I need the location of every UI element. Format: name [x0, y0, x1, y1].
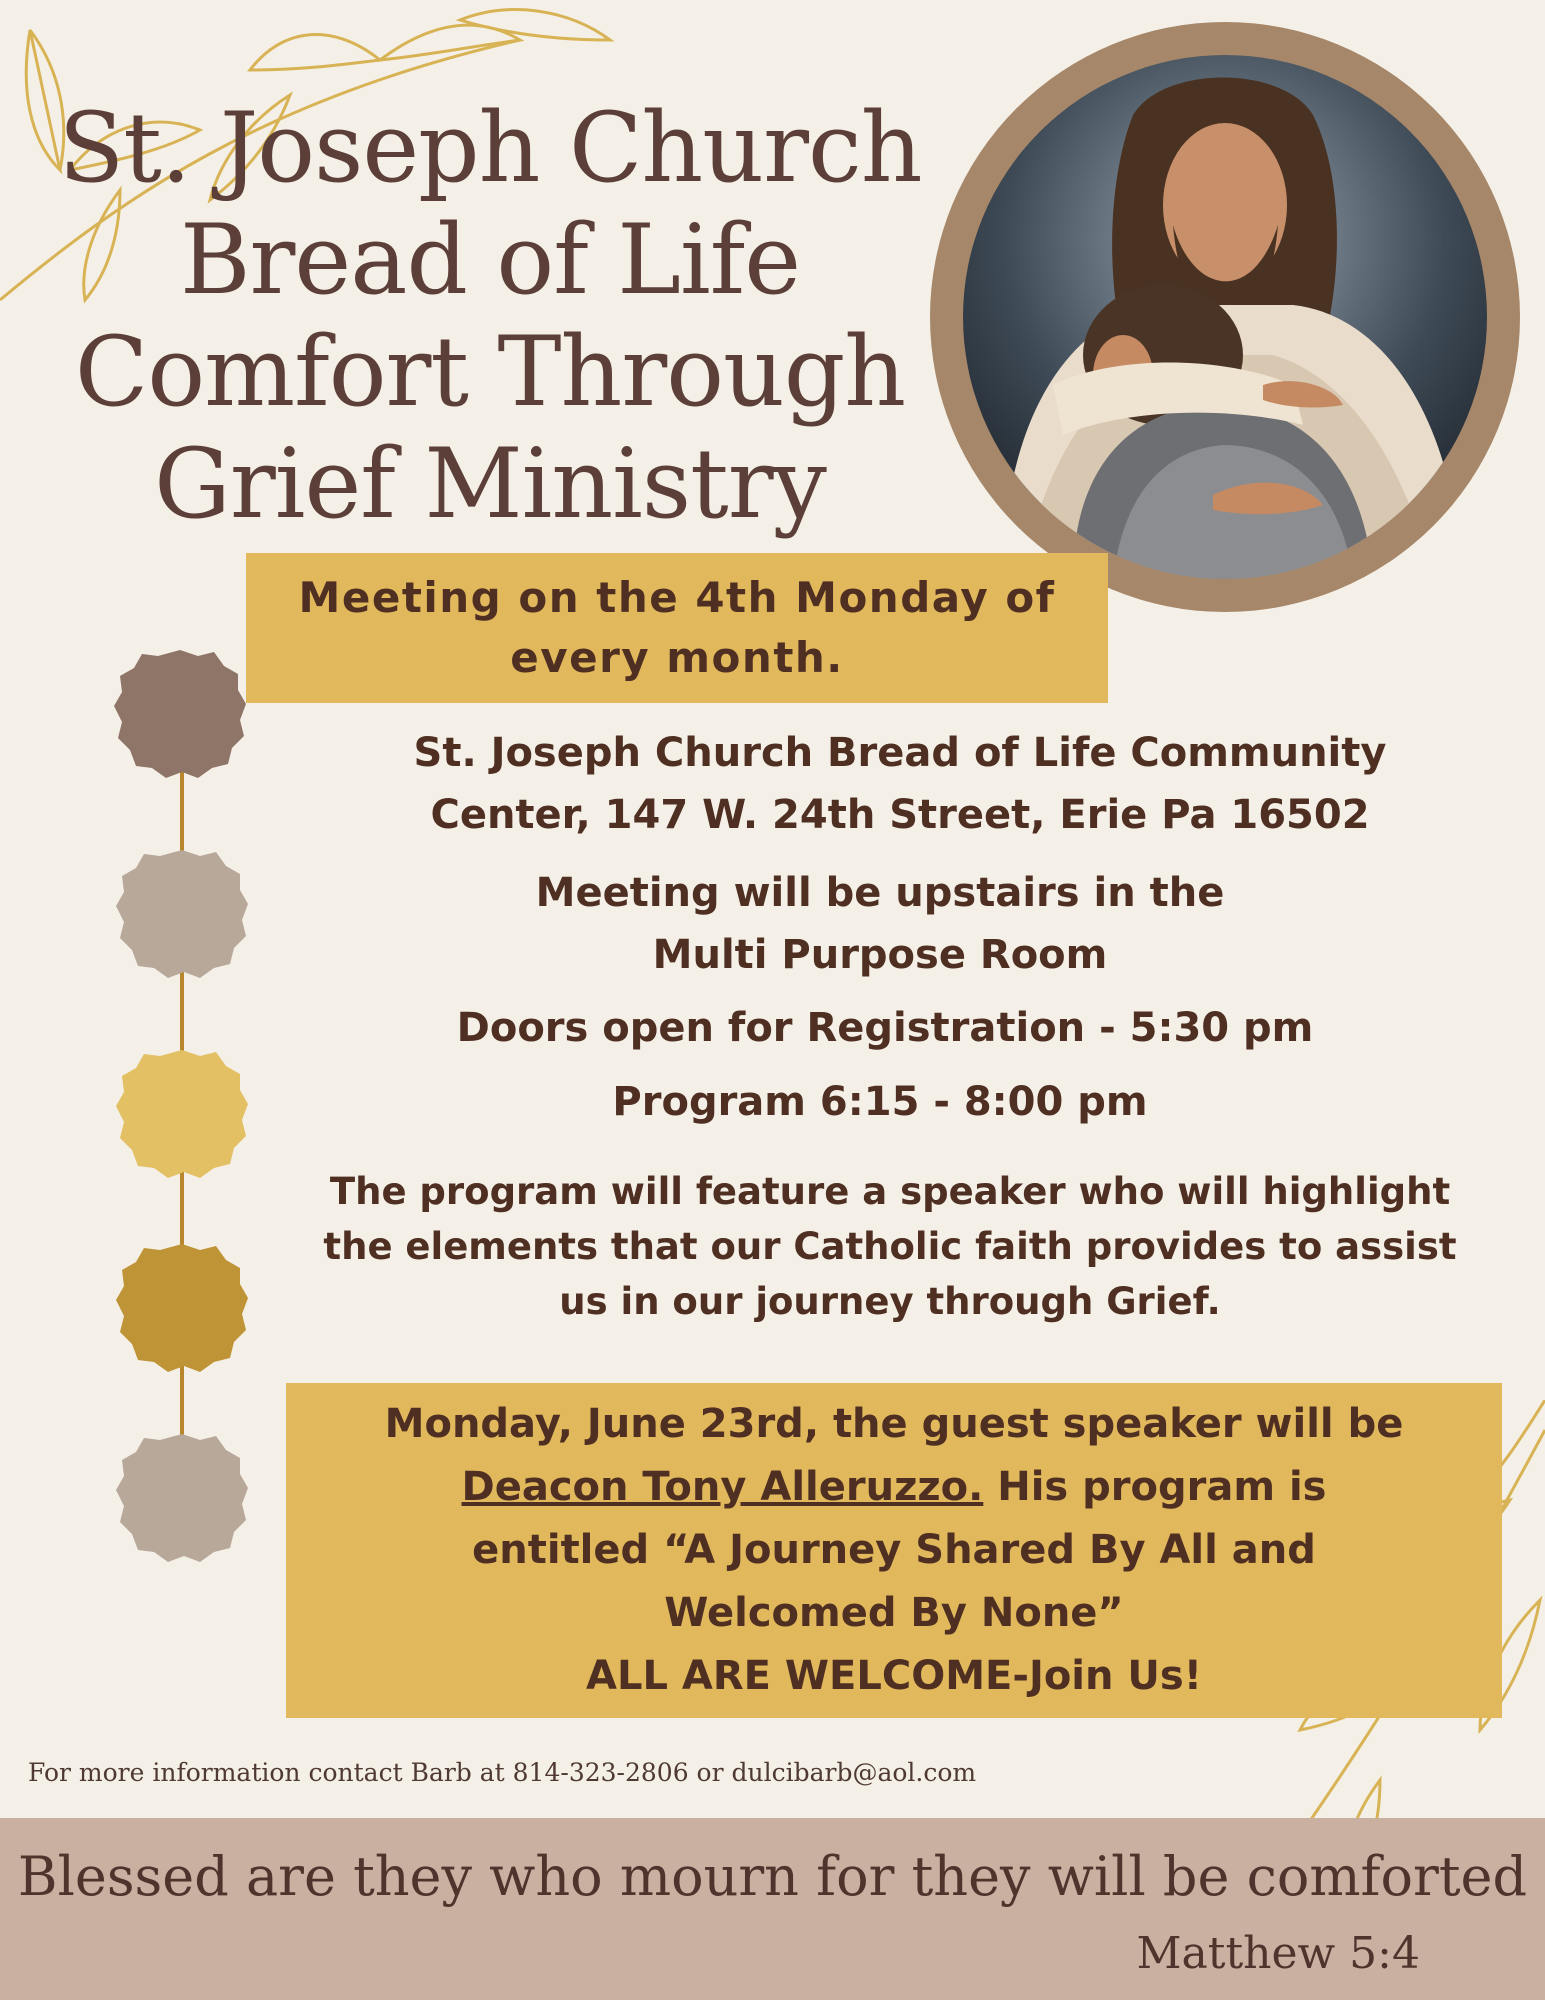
jesus-embrace-image: [963, 55, 1487, 579]
speaker-line-4: Welcomed By None”: [664, 1590, 1124, 1636]
program-description: [300, 1164, 1480, 1329]
program-time: Program 6:15 - 8:00 pm: [612, 1079, 1148, 1125]
timeline-badge-1: [114, 650, 246, 778]
speaker-line-2-rest: His program is: [983, 1464, 1327, 1510]
timeline-badge-4: [116, 1244, 248, 1372]
contact-info: For more information contact Barb at 814-323-2806 or dulcibarb@aol.com: [28, 1758, 977, 1787]
welcome-line: ALL ARE WELCOME-Join Us!: [586, 1653, 1202, 1699]
scripture-quote: Blessed are they who mourn for they will be comforted: [17, 1845, 1528, 1908]
room-line-2: Multi Purpose Room: [652, 932, 1108, 978]
description-line-2: the elements that our Catholic faith provides to assist: [323, 1225, 1457, 1268]
address-line-1: St. Joseph Church Bread of Life Community: [413, 730, 1387, 776]
timeline-badge-2: [116, 850, 248, 978]
registration-time: Doors open for Registration - 5:30 pm: [456, 1005, 1314, 1051]
meeting-line-1: Meeting on the 4th Monday of: [298, 573, 1056, 622]
title-line-2: Bread of Life: [179, 204, 801, 316]
title-line-4: Grief Ministry: [154, 428, 826, 540]
speaker-line-1: Monday, June 23rd, the guest speaker will be: [384, 1401, 1404, 1447]
speaker-line-3: entitled “A Journey Shared By All and: [472, 1527, 1316, 1573]
meeting-schedule-banner: [246, 553, 1108, 703]
timeline-badge-3: [116, 1050, 248, 1178]
address-line-2: Center, 147 W. 24th Street, Erie Pa 16502: [430, 792, 1370, 838]
speaker-name: Deacon Tony Alleruzzo.: [461, 1464, 984, 1510]
title-line-3: Comfort Through: [74, 316, 906, 428]
title-line-1: St. Joseph Church: [58, 92, 922, 204]
timeline-decoration: [0, 0, 300, 1600]
timeline-badge-5: [116, 1434, 248, 1562]
guest-speaker-banner: [286, 1383, 1502, 1718]
room-line-1: Meeting will be upstairs in the: [535, 870, 1225, 916]
address-block: [360, 722, 1440, 846]
description-line-1: The program will feature a speaker who will highlight: [329, 1170, 1451, 1213]
speaker-line-2: [462, 1456, 1327, 1519]
scripture-reference: Matthew 5:4: [1136, 1928, 1420, 1979]
description-line-3: us in our journey through Grief.: [559, 1280, 1221, 1323]
room-block: [420, 862, 1340, 986]
meeting-line-2: every month.: [510, 633, 844, 682]
